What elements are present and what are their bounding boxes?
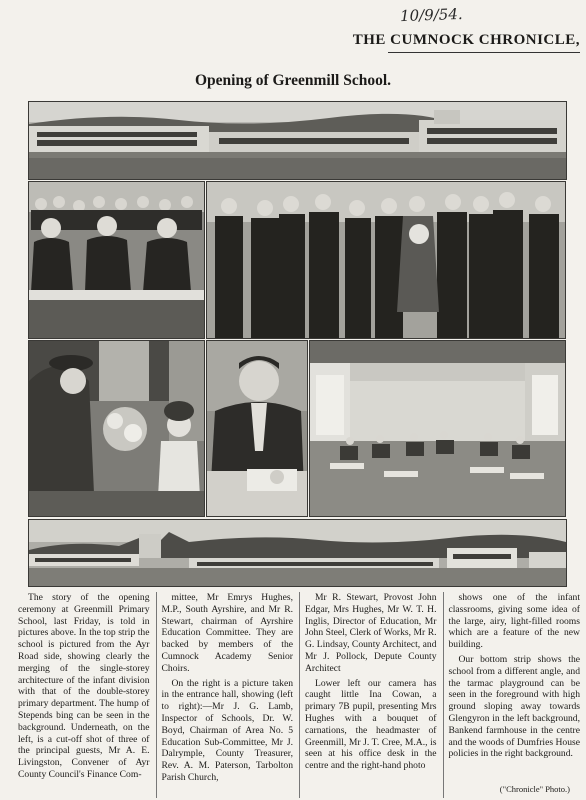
article-column-1	[18, 592, 150, 798]
photo-credit: ("Chronicle" Photo.)	[499, 784, 570, 794]
article-column-4	[443, 592, 581, 798]
photo-principal-guests	[206, 181, 566, 339]
article-paragraph: On the right is a picture taken in the entrance hall, showing (left to right):—Mr J. G. Lamb, Inspector of Schools, Dr. W. Boyd, Chairman of Area No. 5 Education Sub-Committee, Mr J. Dalrymple, County Treasurer, Rev. A. M. Paterson, Tarbolton Parish Church,	[161, 677, 293, 783]
article-column-2	[156, 592, 294, 798]
article-paragraph: Our bottom strip shows the school from a different angle, and the tarmac playground can be seen in the foreground with high ground sloping away towards Glengyron in the left background, Bankend farmhouse in the centre and the woods of Dumfries House policies in the right background.	[448, 653, 580, 760]
article-paragraph: Lower left our camera has caught little Ina Cowan, a primary 7B pupil, presenting Mrs Hughes with a bouquet of carnations, the headmaster of Greenmill, Mr J. T. Cree, M.A., is seen at his office desk in the centre and the right-hand photo	[305, 677, 437, 772]
newspaper-masthead: THE CUMNOCK CHRONICLE,	[352, 32, 580, 48]
article-paragraph: shows one of the infant classrooms, giving some idea of the large, airy, light-filled rooms which are a feature of the new building.	[448, 592, 580, 651]
masthead-rule	[388, 52, 580, 53]
article-paragraph: The story of the opening ceremony at Greenmill Primary School, last Friday, is told in pictures above. In the top strip the school is pictured from the Ayr Road side, showing clearly the merging of the single-storey architecture of the infant division with that of the double-storey primary department. The hump of Stepends bing can be seen in the background. Underneath, on the left, is a cut-off shot of three of the principal guests, Mr A. E. Livingston, Convener of Ayr County Council's Finance Com-	[18, 592, 150, 780]
article-column-3	[299, 592, 437, 798]
article-paragraph: Mr R. Stewart, Provost John Edgar, Mrs Hughes, Mr W. T. H. Inglis, Director of Education, Mr John Steel, Clerk of Works, Mr R. G. Lindsay, County Architect, and Mr J. Pollock, Depute County Architect	[305, 592, 437, 674]
photo-seated-audience	[28, 181, 205, 339]
article-body	[18, 592, 580, 798]
handwritten-date: 10/9/54.	[399, 4, 463, 26]
article-paragraph: mittee, Mr Emrys Hughes, M.P., South Ayrshire, and Mr R. Stewart, chairman of Ayrshire Education Committee. They are backed by members of the Cumnock Academy Senior Choirs.	[161, 592, 293, 674]
photo-infant-classroom	[309, 340, 566, 517]
photo-school-buildings-top	[28, 101, 567, 180]
photo-school-from-playground	[28, 519, 567, 587]
photo-child-presenting-bouquet	[28, 340, 205, 517]
photo-headmaster-at-desk	[206, 340, 308, 517]
article-headline: Opening of Greenmill School.	[194, 72, 392, 89]
